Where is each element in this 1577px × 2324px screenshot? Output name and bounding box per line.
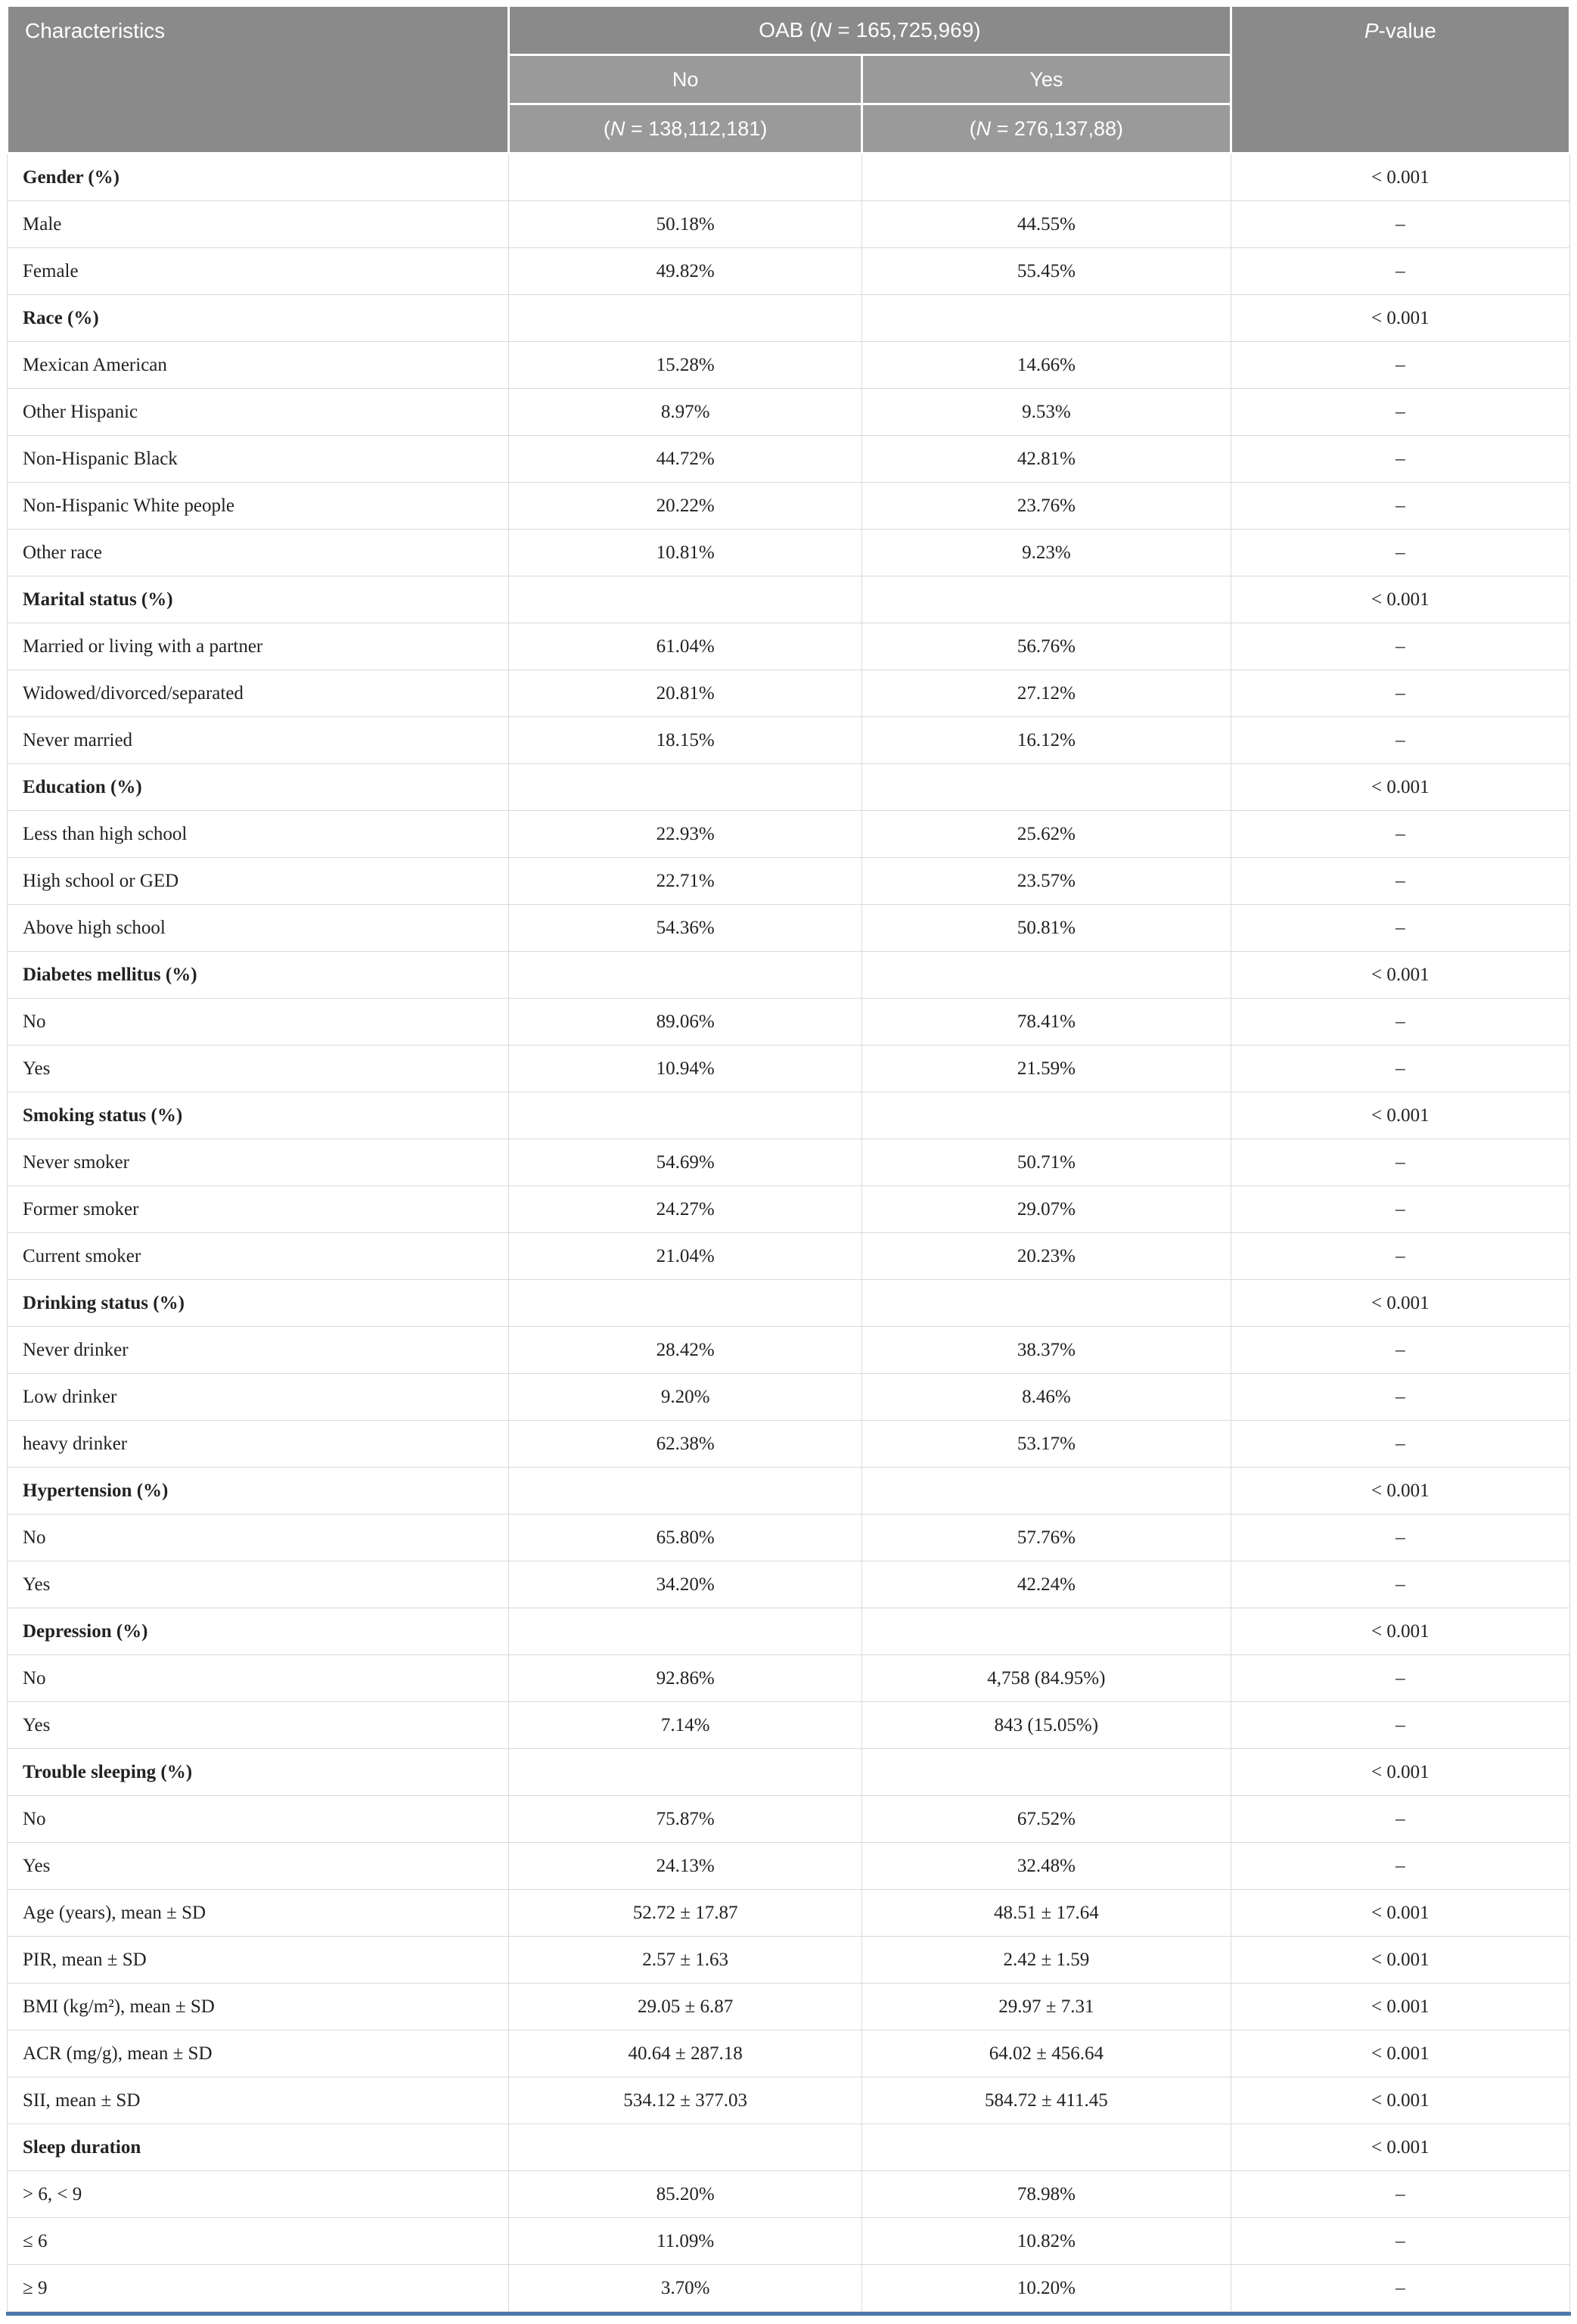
table-row	[8, 1796, 1570, 1843]
yes-label: Yes	[1029, 67, 1063, 91]
row-label: Diabetes mellitus (%)	[8, 952, 509, 999]
cell-yes-value	[862, 764, 1231, 811]
table-row	[8, 2218, 1570, 2265]
no-n-italic: N	[610, 117, 626, 140]
row-label: Married or living with a partner	[8, 623, 509, 670]
row-label: No	[8, 1515, 509, 1561]
cell-p-value: –	[1231, 1843, 1569, 1890]
table-row	[8, 342, 1570, 389]
cell-no-value: 28.42%	[509, 1327, 862, 1374]
cell-yes-value: 42.81%	[862, 436, 1231, 483]
row-label: Low drinker	[8, 1374, 509, 1421]
cell-p-value: –	[1231, 999, 1569, 1045]
row-label: heavy drinker	[8, 1421, 509, 1468]
cell-p-value: –	[1231, 530, 1569, 576]
yes-n-italic: N	[976, 117, 992, 140]
oab-n-italic: N	[816, 18, 832, 42]
table-header	[8, 6, 1570, 154]
table-row	[8, 295, 1570, 342]
cell-no-value: 34.20%	[509, 1561, 862, 1608]
table-row	[8, 1139, 1570, 1186]
cell-yes-value: 42.24%	[862, 1561, 1231, 1608]
row-label: ACR (mg/g), mean ± SD	[8, 2030, 509, 2077]
cell-no-value: 52.72 ± 17.87	[509, 1890, 862, 1937]
table-row	[8, 2171, 1570, 2218]
cell-p-value: –	[1231, 1327, 1569, 1374]
header-row-main	[8, 6, 1570, 55]
cell-p-value: < 0.001	[1231, 952, 1569, 999]
cell-p-value: < 0.001	[1231, 2124, 1569, 2171]
cell-p-value: –	[1231, 1515, 1569, 1561]
cell-no-value: 65.80%	[509, 1515, 862, 1561]
cell-no-value	[509, 952, 862, 999]
pvalue-label-rest: -value	[1378, 19, 1436, 42]
cell-yes-value: 67.52%	[862, 1796, 1231, 1843]
cell-p-value: < 0.001	[1231, 1608, 1569, 1655]
table-row	[8, 248, 1570, 295]
cell-p-value: –	[1231, 623, 1569, 670]
cell-p-value: < 0.001	[1231, 2030, 1569, 2077]
cell-no-value	[509, 1092, 862, 1139]
row-label: Non-Hispanic Black	[8, 436, 509, 483]
col-header-no-n	[509, 104, 862, 154]
table-row	[8, 952, 1570, 999]
cell-no-value	[509, 295, 862, 342]
cell-yes-value: 64.02 ± 456.64	[862, 2030, 1231, 2077]
row-label: Other race	[8, 530, 509, 576]
cell-no-value: 40.64 ± 287.18	[509, 2030, 862, 2077]
cell-no-value	[509, 576, 862, 623]
cell-p-value: < 0.001	[1231, 1749, 1569, 1796]
cell-p-value: –	[1231, 1233, 1569, 1280]
row-label: PIR, mean ± SD	[8, 1937, 509, 1984]
cell-p-value: –	[1231, 1561, 1569, 1608]
table-row	[8, 2265, 1570, 2312]
row-label: Never smoker	[8, 1139, 509, 1186]
cell-p-value: –	[1231, 811, 1569, 858]
cell-p-value: –	[1231, 1796, 1569, 1843]
row-label: Drinking status (%)	[8, 1280, 509, 1327]
cell-p-value: –	[1231, 201, 1569, 248]
cell-yes-value: 38.37%	[862, 1327, 1231, 1374]
cell-no-value	[509, 1468, 862, 1515]
table-row	[8, 576, 1570, 623]
cell-no-value: 10.94%	[509, 1045, 862, 1092]
table-row	[8, 623, 1570, 670]
cell-no-value: 85.20%	[509, 2171, 862, 2218]
table-row	[8, 1045, 1570, 1092]
cell-yes-value	[862, 1749, 1231, 1796]
cell-yes-value	[862, 295, 1231, 342]
cell-yes-value: 843 (15.05%)	[862, 1702, 1231, 1749]
cell-yes-value: 584.72 ± 411.45	[862, 2077, 1231, 2124]
cell-p-value: –	[1231, 1374, 1569, 1421]
cell-no-value	[509, 2124, 862, 2171]
cell-p-value: –	[1231, 905, 1569, 952]
cell-yes-value: 4,758 (84.95%)	[862, 1655, 1231, 1702]
cell-no-value: 10.81%	[509, 530, 862, 576]
no-n-pre: (	[603, 117, 610, 140]
row-label: Smoking status (%)	[8, 1092, 509, 1139]
table-row	[8, 1843, 1570, 1890]
cell-yes-value: 20.23%	[862, 1233, 1231, 1280]
row-label: No	[8, 999, 509, 1045]
cell-yes-value: 2.42 ± 1.59	[862, 1937, 1231, 1984]
row-label: Age (years), mean ± SD	[8, 1890, 509, 1937]
cell-yes-value: 8.46%	[862, 1374, 1231, 1421]
cell-yes-value: 23.76%	[862, 483, 1231, 530]
cell-p-value: < 0.001	[1231, 576, 1569, 623]
cell-p-value: < 0.001	[1231, 1937, 1569, 1984]
cell-p-value: –	[1231, 670, 1569, 717]
cell-p-value: < 0.001	[1231, 1280, 1569, 1327]
cell-no-value: 18.15%	[509, 717, 862, 764]
cell-yes-value: 10.20%	[862, 2265, 1231, 2312]
cell-no-value: 534.12 ± 377.03	[509, 2077, 862, 2124]
cell-yes-value: 50.71%	[862, 1139, 1231, 1186]
row-label: Sleep duration	[8, 2124, 509, 2171]
cell-p-value: –	[1231, 1702, 1569, 1749]
cell-no-value: 44.72%	[509, 436, 862, 483]
cell-yes-value: 29.07%	[862, 1186, 1231, 1233]
cell-no-value: 92.86%	[509, 1655, 862, 1702]
cell-yes-value	[862, 154, 1231, 201]
table-row	[8, 1515, 1570, 1561]
cell-p-value: –	[1231, 342, 1569, 389]
no-n-post: = 138,112,181)	[625, 117, 768, 140]
cell-no-value: 24.27%	[509, 1186, 862, 1233]
characteristics-table-wrap	[6, 5, 1571, 2316]
yes-n-pre: (	[969, 117, 976, 140]
col-header-yes-n	[862, 104, 1231, 154]
cell-p-value: –	[1231, 248, 1569, 295]
cell-yes-value: 29.97 ± 7.31	[862, 1984, 1231, 2030]
table-row	[8, 1702, 1570, 1749]
cell-no-value	[509, 154, 862, 201]
cell-yes-value	[862, 1280, 1231, 1327]
cell-yes-value: 50.81%	[862, 905, 1231, 952]
table-row	[8, 999, 1570, 1045]
col-header-oab-group	[509, 6, 1231, 55]
row-label: > 6, < 9	[8, 2171, 509, 2218]
cell-yes-value	[862, 2124, 1231, 2171]
table-row	[8, 717, 1570, 764]
cell-yes-value: 32.48%	[862, 1843, 1231, 1890]
table-row	[8, 1092, 1570, 1139]
table-row	[8, 201, 1570, 248]
cell-p-value: < 0.001	[1231, 154, 1569, 201]
cell-p-value: < 0.001	[1231, 764, 1569, 811]
table-row	[8, 905, 1570, 952]
table-row	[8, 2077, 1570, 2124]
cell-no-value	[509, 764, 862, 811]
row-label: Non-Hispanic White people	[8, 483, 509, 530]
table-row	[8, 389, 1570, 436]
cell-p-value: –	[1231, 858, 1569, 905]
cell-no-value	[509, 1280, 862, 1327]
row-label: ≥ 9	[8, 2265, 509, 2312]
cell-p-value: –	[1231, 1045, 1569, 1092]
cell-yes-value	[862, 1092, 1231, 1139]
row-label: No	[8, 1655, 509, 1702]
cell-no-value	[509, 1608, 862, 1655]
col-header-yes	[862, 55, 1231, 104]
table-row	[8, 154, 1570, 201]
table-row	[8, 2030, 1570, 2077]
row-label: Mexican American	[8, 342, 509, 389]
table-row	[8, 1937, 1570, 1984]
oab-label-pre: OAB (	[759, 18, 817, 42]
cell-p-value: < 0.001	[1231, 1468, 1569, 1515]
cell-yes-value: 57.76%	[862, 1515, 1231, 1561]
cell-p-value: –	[1231, 389, 1569, 436]
table-row	[8, 858, 1570, 905]
cell-yes-value: 21.59%	[862, 1045, 1231, 1092]
table-row	[8, 1561, 1570, 1608]
row-label: SII, mean ± SD	[8, 2077, 509, 2124]
characteristics-label: Characteristics	[25, 19, 166, 42]
cell-yes-value: 25.62%	[862, 811, 1231, 858]
cell-yes-value: 55.45%	[862, 248, 1231, 295]
cell-p-value: –	[1231, 2218, 1569, 2265]
cell-no-value: 9.20%	[509, 1374, 862, 1421]
table-row	[8, 1890, 1570, 1937]
table-row	[8, 1749, 1570, 1796]
cell-p-value: < 0.001	[1231, 1092, 1569, 1139]
cell-yes-value: 44.55%	[862, 201, 1231, 248]
cell-no-value: 54.69%	[509, 1139, 862, 1186]
row-label: Never drinker	[8, 1327, 509, 1374]
row-label: Hypertension (%)	[8, 1468, 509, 1515]
row-label: Depression (%)	[8, 1608, 509, 1655]
cell-p-value: –	[1231, 1186, 1569, 1233]
cell-no-value	[509, 1749, 862, 1796]
cell-yes-value: 78.98%	[862, 2171, 1231, 2218]
cell-yes-value: 48.51 ± 17.64	[862, 1890, 1231, 1937]
table-row	[8, 1280, 1570, 1327]
row-label: Yes	[8, 1045, 509, 1092]
row-label: BMI (kg/m²), mean ± SD	[8, 1984, 509, 2030]
table-row	[8, 670, 1570, 717]
cell-no-value: 54.36%	[509, 905, 862, 952]
table-row	[8, 530, 1570, 576]
row-label: No	[8, 1796, 509, 1843]
table-row	[8, 1655, 1570, 1702]
cell-yes-value: 14.66%	[862, 342, 1231, 389]
pvalue-p-italic: P	[1364, 19, 1379, 42]
cell-p-value: –	[1231, 436, 1569, 483]
cell-no-value: 61.04%	[509, 623, 862, 670]
cell-yes-value: 16.12%	[862, 717, 1231, 764]
row-label: Trouble sleeping (%)	[8, 1749, 509, 1796]
cell-no-value: 3.70%	[509, 2265, 862, 2312]
cell-p-value: < 0.001	[1231, 1984, 1569, 2030]
cell-no-value: 29.05 ± 6.87	[509, 1984, 862, 2030]
table-row	[8, 1468, 1570, 1515]
cell-yes-value	[862, 1608, 1231, 1655]
cell-no-value: 49.82%	[509, 248, 862, 295]
table-row	[8, 483, 1570, 530]
table-row	[8, 1608, 1570, 1655]
characteristics-table	[6, 5, 1571, 2312]
table-body	[8, 154, 1570, 2312]
yes-n-post: = 276,137,88)	[991, 117, 1124, 140]
cell-p-value: –	[1231, 717, 1569, 764]
row-label: Former smoker	[8, 1186, 509, 1233]
row-label: Never married	[8, 717, 509, 764]
cell-no-value: 62.38%	[509, 1421, 862, 1468]
cell-yes-value: 27.12%	[862, 670, 1231, 717]
row-label: Marital status (%)	[8, 576, 509, 623]
row-label: Above high school	[8, 905, 509, 952]
col-header-no	[509, 55, 862, 104]
cell-no-value: 11.09%	[509, 2218, 862, 2265]
cell-yes-value: 9.23%	[862, 530, 1231, 576]
table-row	[8, 1233, 1570, 1280]
cell-p-value: < 0.001	[1231, 1890, 1569, 1937]
cell-yes-value	[862, 952, 1231, 999]
col-header-pvalue	[1231, 6, 1569, 154]
row-label: Race (%)	[8, 295, 509, 342]
cell-yes-value: 9.53%	[862, 389, 1231, 436]
cell-yes-value: 78.41%	[862, 999, 1231, 1045]
cell-no-value: 20.81%	[509, 670, 862, 717]
table-row	[8, 1327, 1570, 1374]
table-row	[8, 1186, 1570, 1233]
table-row	[8, 436, 1570, 483]
cell-no-value: 21.04%	[509, 1233, 862, 1280]
row-label: Gender (%)	[8, 154, 509, 201]
cell-no-value: 75.87%	[509, 1796, 862, 1843]
cell-no-value: 22.71%	[509, 858, 862, 905]
row-label: ≤ 6	[8, 2218, 509, 2265]
cell-no-value: 24.13%	[509, 1843, 862, 1890]
cell-p-value: –	[1231, 1421, 1569, 1468]
cell-no-value: 15.28%	[509, 342, 862, 389]
table-row	[8, 2124, 1570, 2171]
oab-label-post: = 165,725,969)	[831, 18, 981, 42]
row-label: High school or GED	[8, 858, 509, 905]
cell-p-value: –	[1231, 2171, 1569, 2218]
cell-yes-value: 23.57%	[862, 858, 1231, 905]
cell-no-value: 20.22%	[509, 483, 862, 530]
row-label: Education (%)	[8, 764, 509, 811]
cell-no-value: 2.57 ± 1.63	[509, 1937, 862, 1984]
cell-p-value: < 0.001	[1231, 295, 1569, 342]
cell-p-value: –	[1231, 483, 1569, 530]
cell-p-value: –	[1231, 2265, 1569, 2312]
cell-no-value: 22.93%	[509, 811, 862, 858]
row-label: Female	[8, 248, 509, 295]
table-row	[8, 1984, 1570, 2030]
row-label: Yes	[8, 1843, 509, 1890]
cell-no-value: 7.14%	[509, 1702, 862, 1749]
cell-yes-value: 53.17%	[862, 1421, 1231, 1468]
cell-p-value: –	[1231, 1139, 1569, 1186]
cell-no-value: 89.06%	[509, 999, 862, 1045]
cell-yes-value	[862, 576, 1231, 623]
cell-no-value: 50.18%	[509, 201, 862, 248]
cell-yes-value: 56.76%	[862, 623, 1231, 670]
table-row	[8, 1374, 1570, 1421]
row-label: Other Hispanic	[8, 389, 509, 436]
row-label: Less than high school	[8, 811, 509, 858]
table-row	[8, 764, 1570, 811]
table-row	[8, 1421, 1570, 1468]
table-row	[8, 811, 1570, 858]
row-label: Current smoker	[8, 1233, 509, 1280]
row-label: Male	[8, 201, 509, 248]
cell-yes-value: 10.82%	[862, 2218, 1231, 2265]
cell-p-value: –	[1231, 1655, 1569, 1702]
row-label: Yes	[8, 1702, 509, 1749]
cell-yes-value	[862, 1468, 1231, 1515]
cell-p-value: < 0.001	[1231, 2077, 1569, 2124]
row-label: Yes	[8, 1561, 509, 1608]
col-header-characteristics	[8, 6, 509, 154]
row-label: Widowed/divorced/separated	[8, 670, 509, 717]
cell-no-value: 8.97%	[509, 389, 862, 436]
no-label: No	[672, 67, 699, 91]
